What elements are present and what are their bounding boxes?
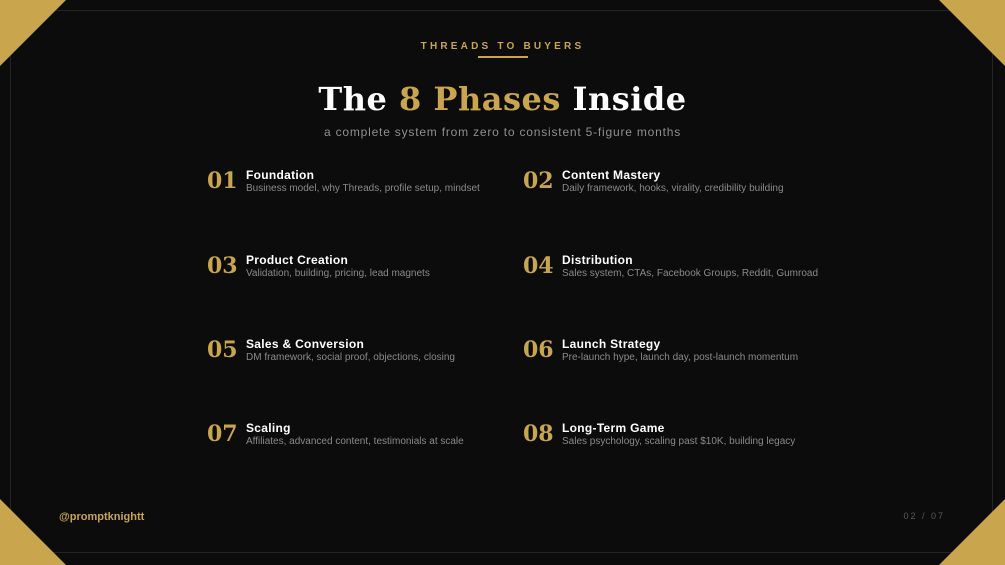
phase-name: Long-Term Game [562,421,665,435]
title-suffix: Inside [560,80,687,118]
phase-description: Validation, building, pricing, lead magnets [246,268,430,279]
title-prefix: The [318,80,399,118]
phase-name: Sales & Conversion [246,337,365,351]
page-title [0,80,1005,118]
phase-description: Pre-launch hype, launch day, post-launch momentum [562,352,799,363]
phase-name: Foundation [246,168,315,182]
phase-description: Affiliates, advanced content, testimonials at scale [246,436,464,447]
phase-number: 02 [523,168,554,194]
phase-number: 05 [207,337,238,363]
phase-number: 03 [207,253,238,279]
phase-description: Business model, why Threads, profile setup, mindset [246,183,480,194]
corner-decoration-bottom-right [939,499,1005,565]
phase-name: Scaling [246,421,291,435]
phase-number: 01 [207,168,238,194]
title-accent: 8 Phases [398,80,561,118]
phase-name: Content Mastery [562,168,661,182]
phase-description: DM framework, social proof, objections, closing [246,352,455,363]
page-indicator: 02 / 07 [903,511,945,521]
phase-name: Distribution [562,253,633,267]
corner-decoration-bottom-left [0,499,66,565]
phase-name: Product Creation [246,253,349,267]
author-handle: @promptknightt [59,511,145,523]
phase-number: 07 [207,421,238,447]
phase-number: 08 [523,421,554,447]
corner-decoration-top-right [939,0,1005,66]
eyebrow-label: THREADS TO BUYERS [420,41,585,52]
corner-decoration-top-left [0,0,66,66]
phase-number: 04 [523,253,554,279]
page-subtitle: a complete system from zero to consistent 5-figure months [323,125,682,139]
eyebrow-underline [478,56,528,58]
phase-description: Sales system, CTAs, Facebook Groups, Reddit, Gumroad [562,268,819,279]
phase-number: 06 [523,337,554,363]
phase-description: Sales psychology, scaling past $10K, building legacy [562,436,796,447]
phase-description: Daily framework, hooks, virality, credibility building [562,183,784,194]
phase-name: Launch Strategy [562,337,661,351]
